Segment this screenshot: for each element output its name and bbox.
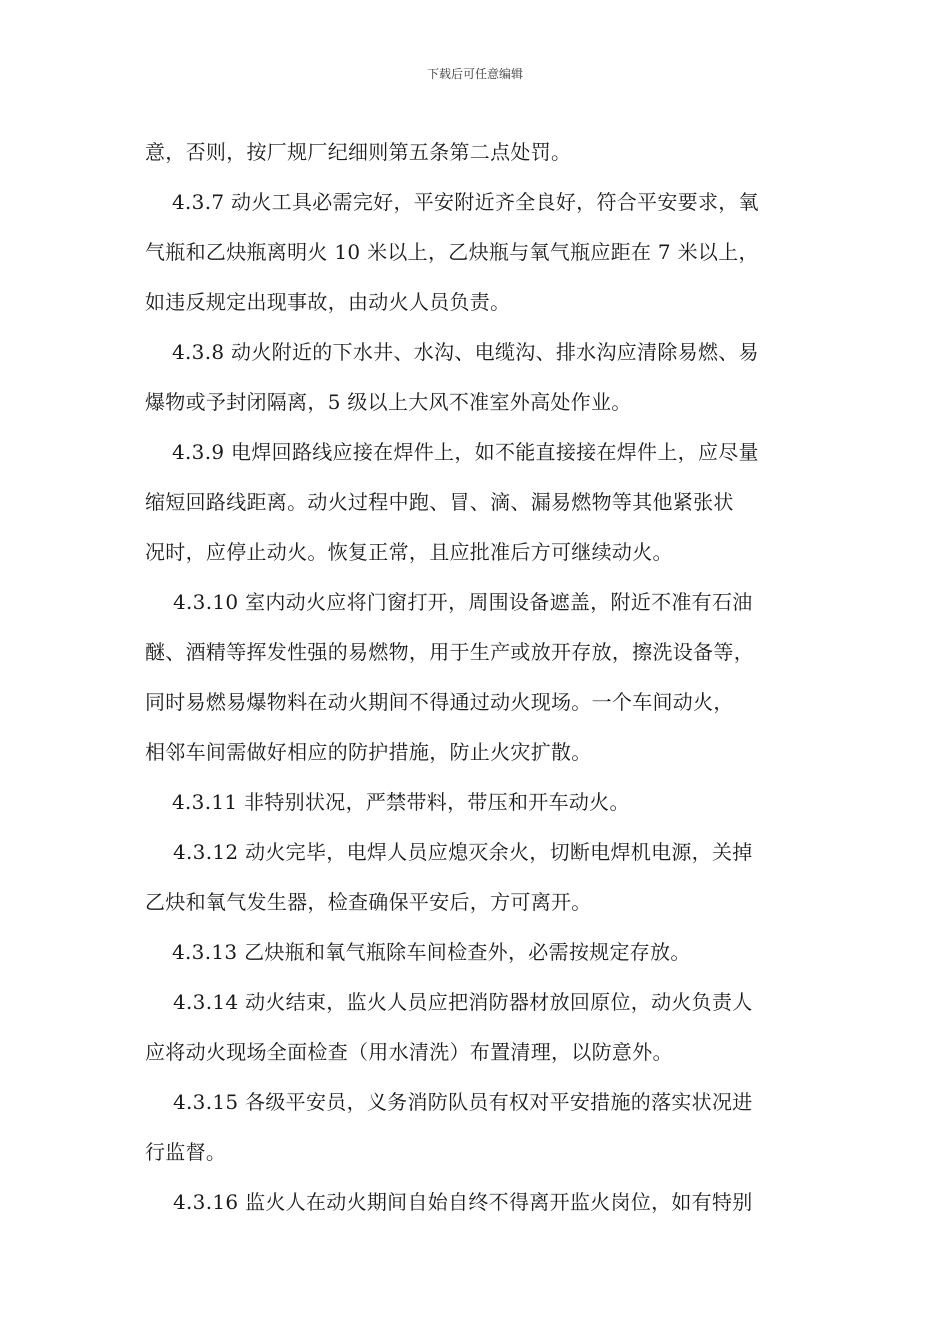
text-line: 4.3.16 监火人在动火期间自始自终不得离开监火岗位，如有特别 (173, 1190, 753, 1214)
text-line: 4.3.8 动火附近的下水井、水沟、电缆沟、排水沟应清除易燃、易 (172, 340, 759, 364)
text-line: 4.3.7 动火工具必需完好，平安附近齐全良好，符合平安要求，氧 (172, 190, 759, 214)
text-line: 应将动火现场全面检查（用水清洗）布置清理，以防意外。 (145, 1040, 673, 1064)
text-line: 行监督。 (145, 1140, 227, 1164)
text-line: 爆物或予封闭隔离，5 级以上大风不准室外高处作业。 (145, 390, 632, 414)
text-line: 4.3.10 室内动火应将门窗打开，周围设备遮盖，附近不准有石油 (173, 590, 753, 614)
text-line: 4.3.12 动火完毕，电焊人员应熄灭余火，切断电焊机电源，关掉 (173, 840, 753, 864)
text-line: 相邻车间需做好相应的防护措施，防止火灾扩散。 (145, 740, 592, 764)
text-line: 况时，应停止动火。恢复正常，且应批准后方可继续动火。 (145, 540, 673, 564)
text-line: 如违反规定出现事故，由动火人员负责。 (145, 290, 511, 314)
text-line: 醚、酒精等挥发性强的易燃物，用于生产或放开存放，擦洗设备等， (145, 640, 754, 664)
text-line: 4.3.11 非特别状况，严禁带料，带压和开车动火。 (172, 790, 630, 814)
page-header: 下载后可任意编辑 (426, 67, 523, 81)
text-line: 4.3.14 动火结束，监火人员应把消防器材放回原位，动火负责人 (173, 990, 753, 1014)
text-line: 缩短回路线距离。动火过程中跑、冒、滴、漏易燃物等其他紧张状 (145, 490, 734, 514)
text-line: 气瓶和乙炔瓶离明火 10 米以上，乙炔瓶与氧气瓶应距在 7 米以上， (145, 240, 759, 264)
text-line: 意，否则，按厂规厂纪细则第五条第二点处罚。 (145, 140, 572, 164)
text-line: 乙炔和氧气发生器，检查确保平安后，方可离开。 (145, 890, 592, 914)
text-line: 4.3.9 电焊回路线应接在焊件上，如不能直接接在焊件上，应尽量 (172, 440, 759, 464)
text-line: 4.3.15 各级平安员，义务消防队员有权对平安措施的落实状况进 (173, 1090, 753, 1114)
document-body (145, 130, 815, 1230)
text-line: 同时易燃易爆物料在动火期间不得通过动火现场。一个车间动火， (145, 690, 734, 714)
text-line: 4.3.13 乙炔瓶和氧气瓶除车间检查外，必需按规定存放。 (172, 940, 691, 964)
